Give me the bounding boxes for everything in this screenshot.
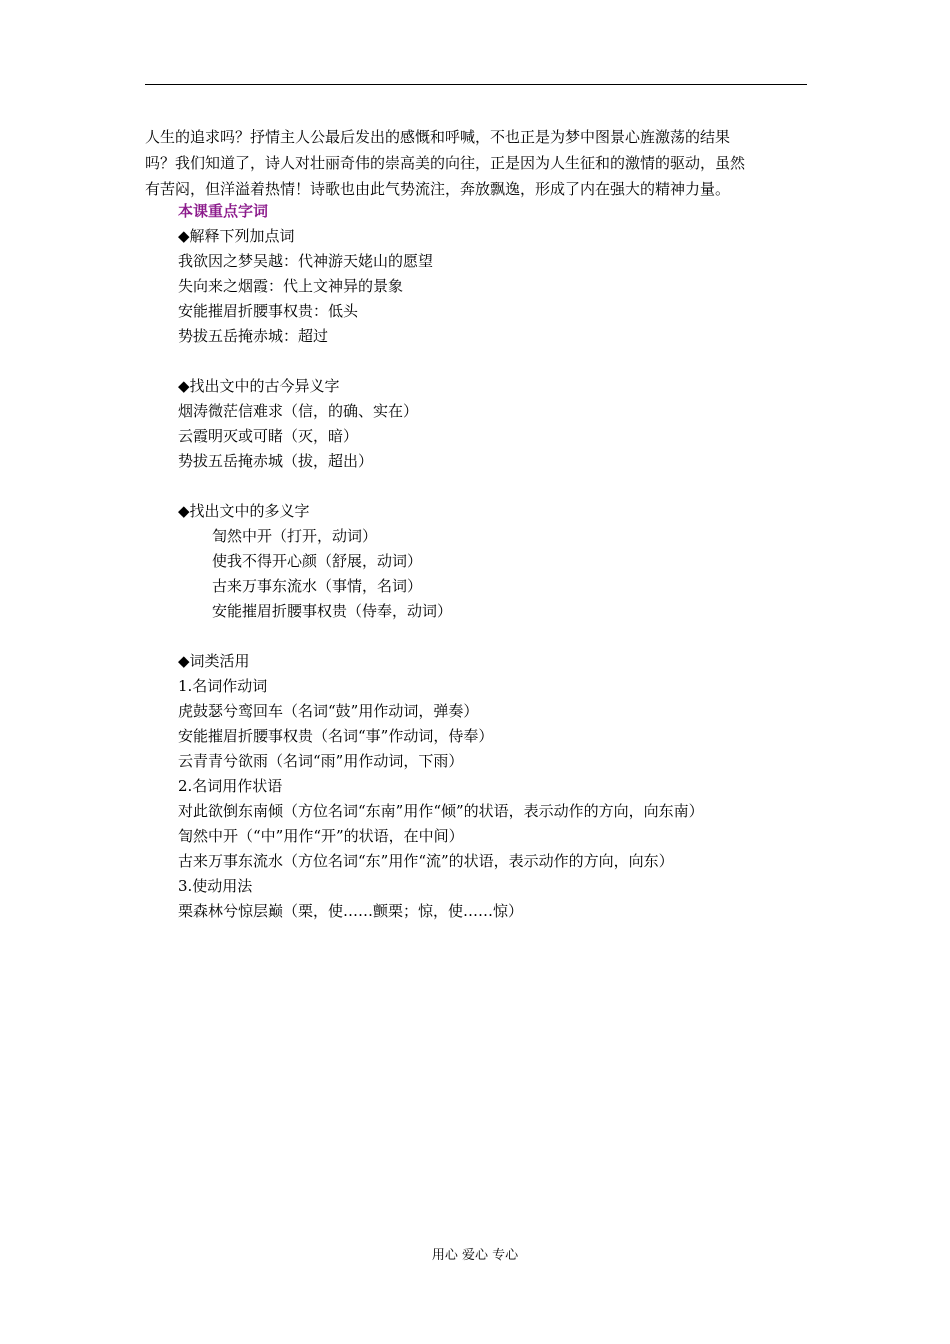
- explain-item: 安能摧眉折腰事权贵：低头: [178, 302, 359, 320]
- ancient-heading: ◆找出文中的古今异义字: [178, 377, 340, 395]
- wordclass-item: 虎鼓瑟兮鸾回车（名词“鼓”用作动词，弹奏）: [178, 702, 479, 720]
- page-footer: 用心 爱心 专心: [431, 1248, 519, 1263]
- explain-item: 势拔五岳掩赤城：超过: [178, 327, 329, 345]
- explain-item: 失向来之烟霞：代上文神异的景象: [178, 277, 404, 295]
- key-words-section: [178, 199, 818, 924]
- wordclass-item: 古来万事东流水（方位名词“东”用作“流”的状语，表示动作的方向，向东）: [178, 852, 674, 870]
- section-title: 本课重点字词: [178, 202, 269, 220]
- wordclass-subheading: 2.名词用作状语: [178, 777, 283, 795]
- header-rule: [145, 84, 807, 85]
- wordclass-item: 訇然中开（“中”用作“开”的状语，在中间）: [178, 827, 464, 845]
- polysemy-item: 古来万事东流水（事情，名词）: [212, 577, 423, 595]
- wordclass-subheading: 3.使动用法: [178, 877, 253, 895]
- intro-line: 有苦闷，但洋溢着热情！诗歌也由此气势流注，奔放飘逸，形成了内在强大的精神力量。: [145, 180, 731, 198]
- explain-item: 我欲因之梦吴越：代神游天姥山的愿望: [178, 252, 434, 270]
- polysemy-heading: ◆找出文中的多义字: [178, 502, 310, 520]
- explain-heading: ◆解释下列加点词: [178, 227, 295, 245]
- ancient-item: 云霞明灭或可睹（灭，暗）: [178, 427, 359, 445]
- wordclass-item: 栗森林兮惊层巅（栗，使……颤栗；惊，使……惊）: [178, 902, 524, 920]
- intro-line: 人生的追求吗？抒情主人公最后发出的感慨和呼喊，不也正是为梦中图景心旌激荡的结果: [145, 128, 731, 146]
- blank-line: [178, 474, 818, 499]
- blank-line: [178, 349, 818, 374]
- wordclass-item: 对此欲倒东南倾（方位名词“东南”用作“倾”的状语，表示动作的方向，向东南）: [178, 802, 704, 820]
- polysemy-item: 使我不得开心颜（舒展，动词）: [212, 552, 423, 570]
- blank-line: [178, 624, 818, 649]
- intro-paragraph: [145, 124, 813, 202]
- wordclass-item: 安能摧眉折腰事权贵（名词“事”作动词，侍奉）: [178, 727, 494, 745]
- polysemy-item: 安能摧眉折腰事权贵（侍奉，动词）: [212, 602, 453, 620]
- wordclass-item: 云青青兮欲雨（名词“雨”用作动词，下雨）: [178, 752, 464, 770]
- intro-line: 吗？我们知道了，诗人对壮丽奇伟的崇高美的向往，正是因为人生征和的激情的驱动，虽然: [145, 154, 746, 172]
- ancient-item: 势拔五岳掩赤城（拔，超出）: [178, 452, 374, 470]
- polysemy-item: 訇然中开（打开，动词）: [212, 527, 378, 545]
- wordclass-heading: ◆词类活用: [178, 652, 250, 670]
- ancient-item: 烟涛微茫信难求（信，的确、实在）: [178, 402, 419, 420]
- wordclass-subheading: 1.名词作动词: [178, 677, 268, 695]
